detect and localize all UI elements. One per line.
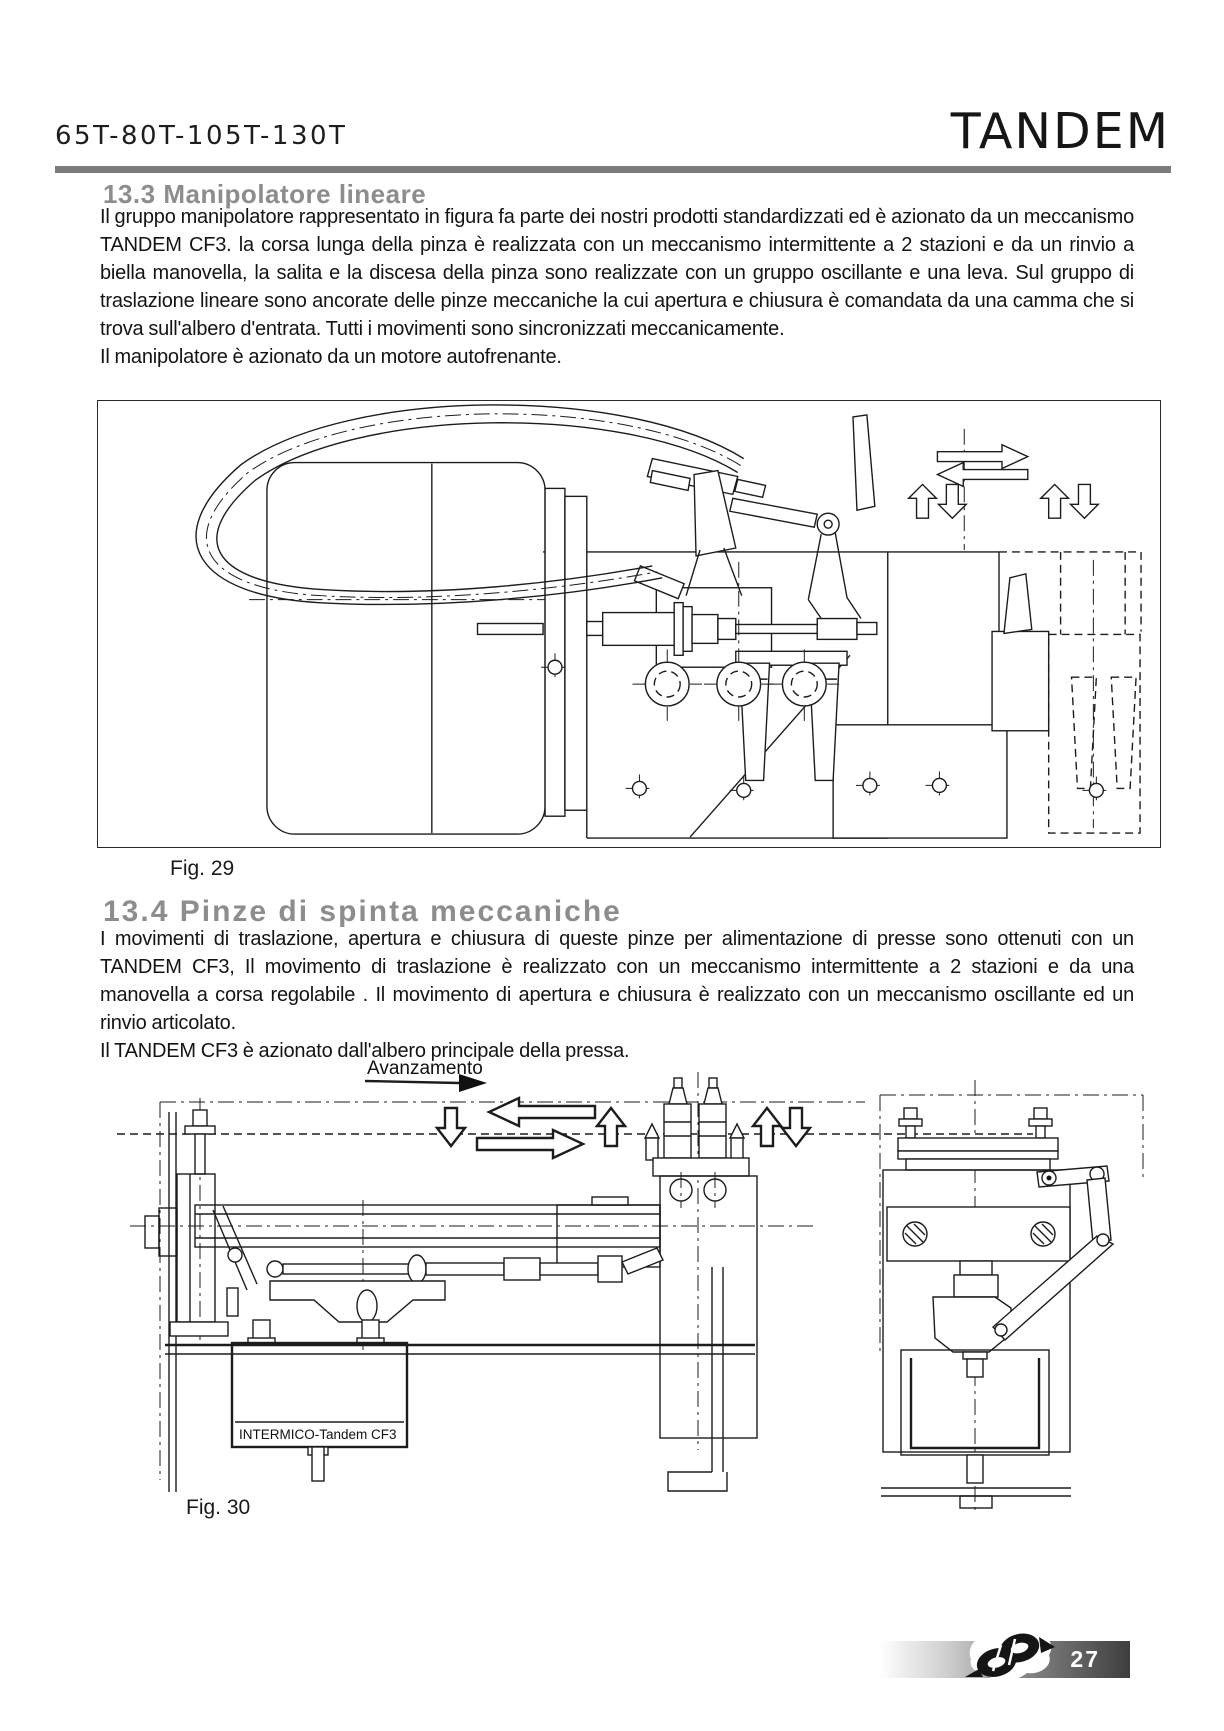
section-13-3-note: Il manipolatore è azionato da un motore autofrenante. bbox=[100, 346, 562, 368]
arrow-left-icon bbox=[937, 463, 1027, 487]
motion-arrows bbox=[909, 445, 1099, 519]
brand-wordmark: TANDEM bbox=[950, 103, 1170, 160]
header-rule bbox=[55, 166, 1171, 173]
motor-body bbox=[249, 463, 559, 834]
arrow-right-icon bbox=[477, 1130, 583, 1158]
section-heading-13-3: 13.3 Manipolatore lineare bbox=[103, 179, 427, 209]
figure-29 bbox=[97, 400, 1161, 848]
section-13-4-text bbox=[100, 925, 1134, 1065]
section-13-3-text bbox=[100, 203, 1134, 371]
intermico-logo bbox=[963, 1625, 1055, 1685]
arrow-down-icon bbox=[782, 1108, 810, 1146]
page-number: 27 bbox=[1070, 1646, 1100, 1672]
arrow-up-icon bbox=[1041, 484, 1069, 518]
arrow-down-icon bbox=[938, 484, 966, 518]
motion-arrows bbox=[437, 1098, 810, 1158]
figure-30 bbox=[115, 1050, 1155, 1520]
arrow-up-icon bbox=[909, 484, 937, 518]
section-heading-13-4: 13.4 Pinze di spinta meccaniche bbox=[103, 895, 622, 928]
unit-nameplate: INTERMICO-Tandem CF3 bbox=[239, 1427, 397, 1442]
ghost-station bbox=[992, 552, 1140, 833]
arrow-down-icon bbox=[437, 1108, 465, 1146]
tie-rod bbox=[267, 1248, 663, 1283]
base-plate bbox=[165, 1267, 755, 1491]
flange-plates bbox=[545, 488, 587, 816]
arrow-up-icon bbox=[753, 1108, 781, 1146]
arrow-right-icon bbox=[937, 445, 1027, 469]
arrow-up-icon bbox=[597, 1108, 625, 1146]
mounting-plate bbox=[833, 725, 1007, 838]
section-13-4-note: Il TANDEM CF3 è azionato dall'albero principale della pressa. bbox=[100, 1040, 630, 1062]
section-13-3-body: Il gruppo manipolatore rappresentato in figura fa parte dei nostri prodotti standardizzati ed è azionato da un meccanismo TANDEM CF3. la corsa lunga della pinza è realizzata con un meccanismo intermittente a 2 stazioni e da un rinvio a biella manovella, la salita e la discesa della pinza sono realizzate con un gruppo oscillante e una leva. Sul gruppo di traslazione lineare sono ancorate delle pinze meccaniche la cui apertura e chiusura è comandata da una camma che si trova sull'albero d'entrata. Tutti i movimenti sono sincronizzati meccanicamente. bbox=[100, 206, 1134, 340]
advance-label bbox=[365, 1058, 487, 1092]
section-13-4-body: I movimenti di traslazione, apertura e chiusura di queste pinze per alimentazione di presse sono ottenuti con un TANDEM CF3, Il movimento di traslazione è realizzato con un meccanismo intermittente a 2 stazioni e da una manovella a corsa regolabile . Il movimento di apertura e chiusura è realizzato con un meccanismo oscillante ed un rinvio articolato. bbox=[100, 928, 1134, 1034]
arrow-down-icon bbox=[1071, 484, 1099, 518]
side-view bbox=[880, 1080, 1143, 1512]
figure-29-drawing bbox=[98, 401, 1159, 846]
figure-30-drawing bbox=[115, 1050, 1155, 1520]
figure-29-caption: Fig. 29 bbox=[170, 857, 235, 880]
advance-label-text: Avanzamento bbox=[367, 1058, 483, 1079]
gearbox-unit bbox=[232, 1343, 407, 1481]
figure-30-caption: Fig. 30 bbox=[186, 1496, 251, 1519]
carrier-column bbox=[660, 1172, 757, 1438]
page-title-model-range: 65T-80T-105T-130T bbox=[55, 121, 348, 151]
